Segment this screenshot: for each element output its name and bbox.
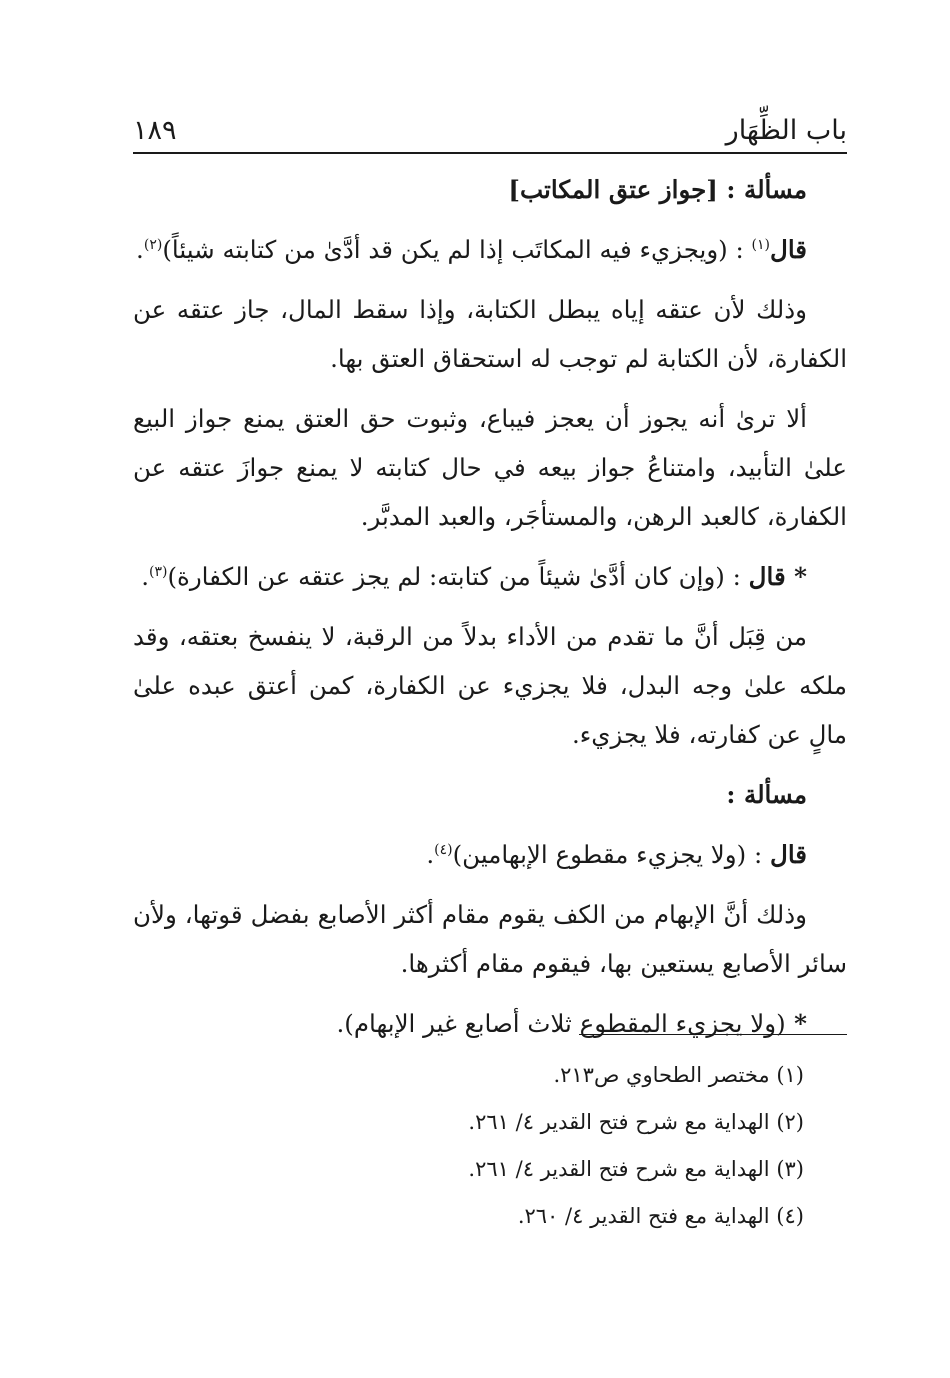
masala-label: مسألة : — [717, 175, 807, 204]
paragraph-explanation-1: وذلك لأن عتقه إياه يبطل الكتابة، وإذا سقط المال، جاز عتقه عن الكفارة، لأن الكتابة لم توجب له استحقاق العتق بها. — [133, 295, 847, 373]
masala-heading-2: مسألة : — [726, 780, 807, 809]
paragraph-explanation-4: وذلك أنَّ الإبهام من الكف يقوم مقام أكثر الأصابع بفضل قوتها، ولأن سائر الأصابع يستعين بها، فيقوم مقام أكثرها. — [133, 900, 847, 978]
paragraph-explanation-2: ألا ترىٰ أنه يجوز أن يعجز فيباع، وثبوت حق العتق يمنع جواز البيع علىٰ التأبيد، وامتناعُ جواز بيعه في حال كتابته لا يمنع جوازَ عتقه عن الكفارة، كالعبد الرهن، والمستأجَر، والعبد المدبَّر. — [133, 404, 847, 531]
main-text — [133, 165, 847, 1059]
quote-text: (ولا يجزيء المقطوع ثلاث أصابع غير الإبهام). — [336, 1009, 786, 1038]
footnote-ref-3: (٣) — [148, 563, 168, 580]
running-head: باب الظِّهَار — [725, 115, 847, 146]
period: . — [141, 562, 149, 591]
paragraph-explanation-3: من قِبَل أنَّ ما تقدم من الأداء بدلاً من الرقبة، لا ينفسخ بعتقه، وقد ملكه علىٰ وجه البدل، فلا يجزيء عن الكفارة، كمن أعتق عبده علىٰ مالٍ عن كفارته، فلا يجزيء. — [133, 622, 847, 749]
period: . — [136, 235, 144, 264]
footnote-ref-4: (٤) — [434, 841, 453, 858]
footnote-divider — [579, 1034, 847, 1035]
quote-text: : (ويجزيء فيه المكاتَب إذا لم يكن قد أدَّىٰ من كتابته شيئاً) — [162, 235, 752, 264]
paragraph-qal-2 — [133, 552, 847, 601]
footnote-ref-1: (١) — [751, 236, 771, 253]
period: . — [426, 840, 435, 869]
footnote-1: (١) مختصر الطحاوي ص٢١٣. — [553, 1063, 804, 1087]
quote-text: : (ولا يجزيء مقطوع الإبهامين) — [452, 840, 771, 869]
footnote-ref-2: (٢) — [143, 236, 163, 253]
page-number: ١٨٩ — [133, 115, 177, 146]
paragraph-qal-1 — [133, 225, 847, 274]
footnote-2: (٢) الهداية مع شرح فتح القدير ٤/ ٢٦١. — [468, 1110, 804, 1134]
qal-label: قال — [748, 562, 786, 591]
star-marker: * — [785, 562, 807, 591]
qal-label: قال — [770, 840, 807, 869]
footnotes — [133, 1052, 804, 1240]
quote-text: : (وإن كان أدَّىٰ شيئاً من كتابته: لم يجز عتقه عن الكفارة) — [167, 562, 749, 591]
footnote-4: (٤) الهداية مع فتح القدير ٤/ ٢٦٠. — [517, 1204, 804, 1228]
section-heading — [133, 165, 847, 214]
footnote-3: (٣) الهداية مع شرح فتح القدير ٤/ ٢٦١. — [468, 1157, 804, 1181]
qal-label: قال — [770, 235, 807, 264]
paragraph-qal-4 — [133, 999, 847, 1048]
paragraph-qal-3 — [133, 830, 847, 879]
section-title: [جواز عتق المكاتب] — [508, 175, 718, 204]
star-marker: * — [785, 1009, 807, 1038]
page-header — [133, 96, 847, 154]
